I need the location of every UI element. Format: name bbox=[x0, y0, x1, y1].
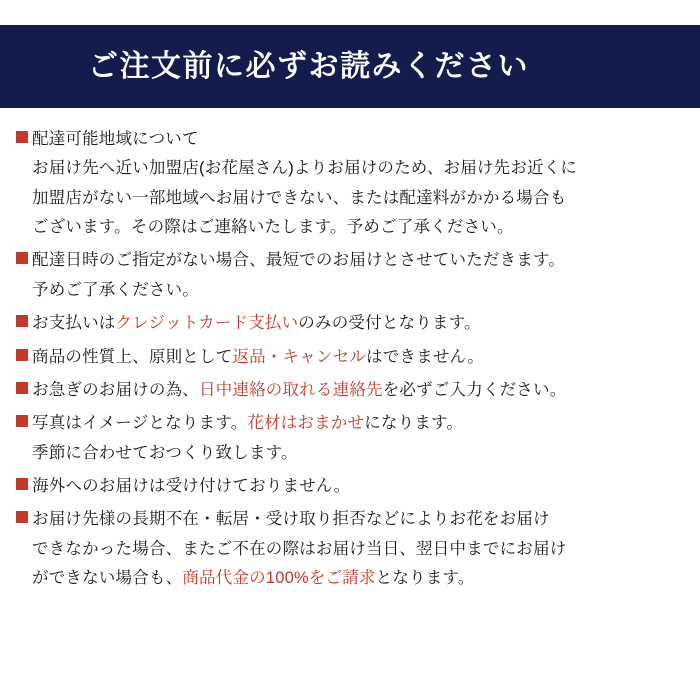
red-square-bullet-icon bbox=[16, 478, 28, 490]
notice-item-line bbox=[16, 213, 686, 242]
red-square-bullet-icon bbox=[16, 349, 28, 361]
notice-item-line bbox=[16, 276, 686, 305]
notice-highlight-text: クレジットカード支払い bbox=[115, 314, 299, 333]
notice-item-line bbox=[16, 535, 686, 564]
notice-highlight-text: 返品・キャンセル bbox=[232, 347, 367, 366]
notice-text: を必ずご入力ください。 bbox=[382, 380, 567, 399]
notice-item bbox=[16, 343, 686, 372]
notice-highlight-text: 花材はおまかせ bbox=[247, 414, 365, 433]
notice-item-line bbox=[16, 439, 686, 468]
notice-item bbox=[16, 409, 686, 468]
notice-item bbox=[16, 376, 686, 405]
notice-text: 配達可能地域について bbox=[32, 130, 199, 148]
red-square-bullet-icon bbox=[16, 415, 28, 427]
notice-highlight-text: 商品代金の100%をご請求 bbox=[182, 569, 376, 588]
notice-text: お届け先へ近い加盟店(お花屋さん)よりお届けのため、お届け先お近くに bbox=[32, 159, 578, 178]
notice-item bbox=[16, 505, 686, 593]
notice-text: 配達日時のご指定がない場合、最短でのお届けとさせていただきます。 bbox=[32, 251, 566, 270]
notice-text: 商品の性質上、原則として bbox=[32, 347, 233, 366]
notice-text: 季節に合わせておつくり致します。 bbox=[32, 443, 298, 462]
notice-item-first-line bbox=[16, 125, 686, 154]
red-square-bullet-icon bbox=[16, 382, 28, 394]
notice-item-first-line bbox=[16, 409, 686, 438]
notice-text: お届け先様の長期不在・転居・受け取り拒否などによりお花をお届け bbox=[32, 510, 550, 529]
notice-text: ございます。その際はご連絡いたします。予めご了承ください。 bbox=[32, 218, 514, 237]
notice-item-line bbox=[16, 184, 686, 213]
notice-item bbox=[16, 472, 686, 501]
red-square-bullet-icon bbox=[16, 131, 28, 143]
notice-list bbox=[0, 125, 700, 597]
notice-text: お支払いは bbox=[32, 314, 116, 333]
notice-text: になります。 bbox=[364, 414, 464, 433]
notice-item-first-line bbox=[16, 343, 686, 372]
notice-text: 写真はイメージとなります。 bbox=[32, 414, 248, 433]
notice-item-first-line bbox=[16, 472, 686, 501]
notice-text: となります。 bbox=[375, 569, 475, 588]
notice-item bbox=[16, 125, 686, 242]
notice-text: 加盟店がない一部地域へお届けできない、または配達料がかかる場合も bbox=[32, 188, 567, 207]
notice-item-first-line bbox=[16, 246, 686, 275]
red-square-bullet-icon bbox=[16, 315, 28, 327]
notice-text: はできません。 bbox=[366, 347, 484, 366]
page-title: ご注文前に必ずお読みください bbox=[88, 49, 529, 83]
notice-item-first-line bbox=[16, 376, 686, 405]
notice-text: 予めご了承ください。 bbox=[32, 280, 199, 299]
notice-item bbox=[16, 309, 686, 338]
notice-text: のみの受付となります。 bbox=[298, 314, 481, 333]
notice-text: 海外へのお届けは受け付けておりません。 bbox=[32, 476, 351, 495]
red-square-bullet-icon bbox=[16, 511, 28, 523]
notice-item-first-line bbox=[16, 505, 686, 534]
notice-text: ができない場合も、 bbox=[32, 569, 183, 588]
notice-item bbox=[16, 246, 686, 305]
notice-highlight-text: 日中連絡の取れる連絡先 bbox=[199, 380, 383, 399]
notice-text: お急ぎのお届けの為、 bbox=[32, 380, 199, 399]
red-square-bullet-icon bbox=[16, 252, 28, 264]
page-header-band bbox=[0, 25, 700, 108]
notice-item-line bbox=[16, 564, 686, 593]
notice-item-line bbox=[16, 154, 686, 183]
notice-text: できなかった場合、またご不在の際はお届け当日、翌日中までにお届け bbox=[32, 539, 567, 558]
notice-item-first-line bbox=[16, 309, 686, 338]
